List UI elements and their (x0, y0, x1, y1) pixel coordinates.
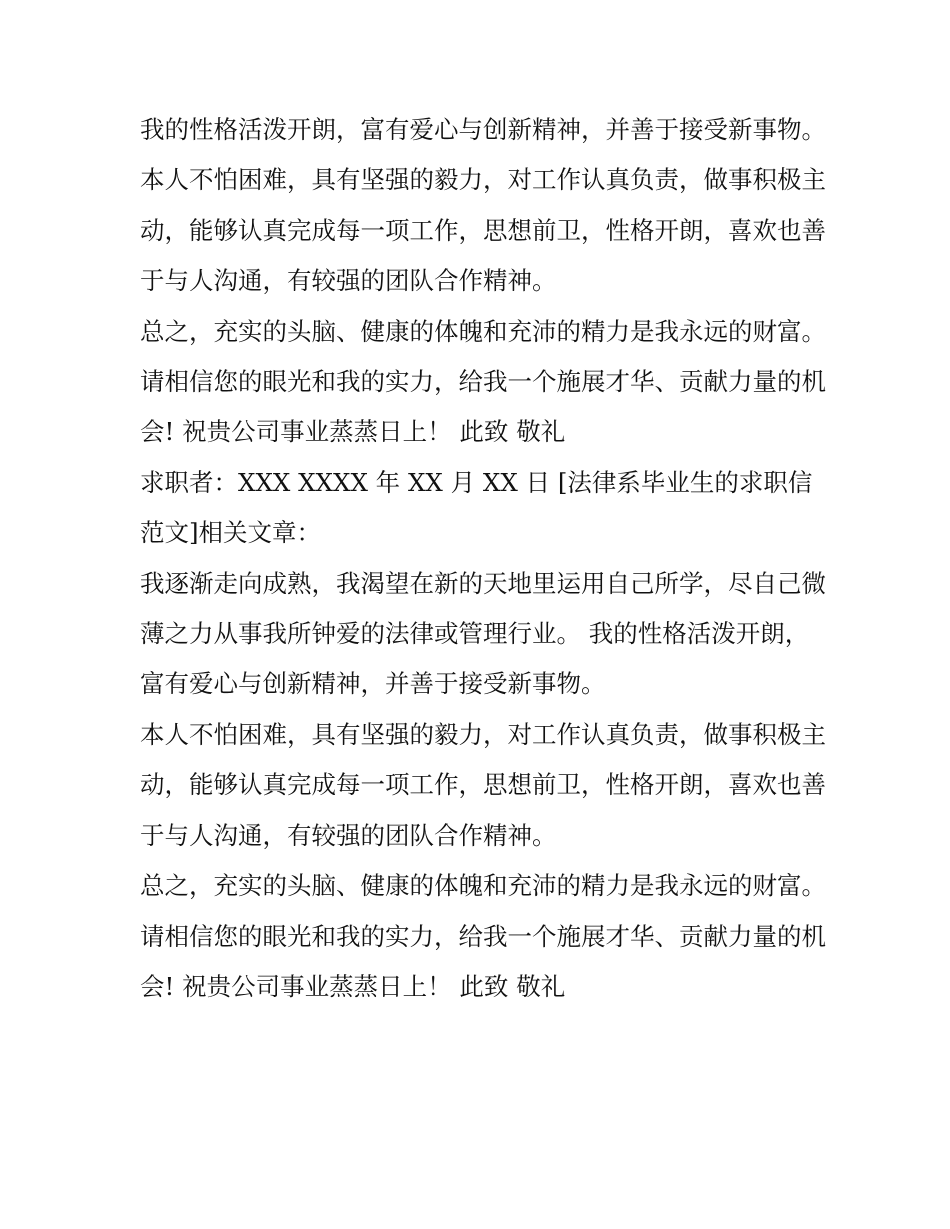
paragraph-7: 总之，充实的头脑、健康的体魄和充沛的精力是我永远的财富。请相信您的眼光和我的实力，给我一个施展才华、贡献力量的机会! 祝贵公司事业蒸蒸日上！ 此致 敬礼 (140, 871, 826, 1001)
paragraph-3: 总之，充实的头脑、健康的体魄和充沛的精力是我永远的财富。请相信您的眼光和我的实力，给我一个施展才华、贡献力量的机会! 祝贵公司事业蒸蒸日上！ 此致 敬礼 (140, 316, 826, 447)
paragraph-1: 我的性格活泼开朗，富有爱心与创新精神，并善于接受新事物。 (140, 115, 826, 144)
document-body (140, 105, 830, 1012)
paragraph-6: 本人不怕困难，具有坚强的毅力，对工作认真负责，做事积极主动，能够认真完成每一项工作，思想前卫，性格开朗，喜欢也善于与人沟通，有较强的团队合作精神。 (140, 719, 826, 850)
paragraph-2: 本人不怕困难，具有坚强的毅力，对工作认真负责，做事积极主动，能够认真完成每一项工作，思想前卫，性格开朗，喜欢也善于与人沟通，有较强的团队合作精神。 (140, 165, 826, 296)
paragraph-4: 求职者：XXX XXXX 年 XX 月 XX 日 [法律系毕业生的求职信范文]相关文章： (140, 467, 813, 548)
paragraph-5: 我逐渐走向成熟，我渴望在新的天地里运用自己所学，尽自己微薄之力从事我所钟爱的法律或管理行业。 我的性格活泼开朗，富有爱心与创新精神，并善于接受新事物。 (140, 568, 826, 699)
